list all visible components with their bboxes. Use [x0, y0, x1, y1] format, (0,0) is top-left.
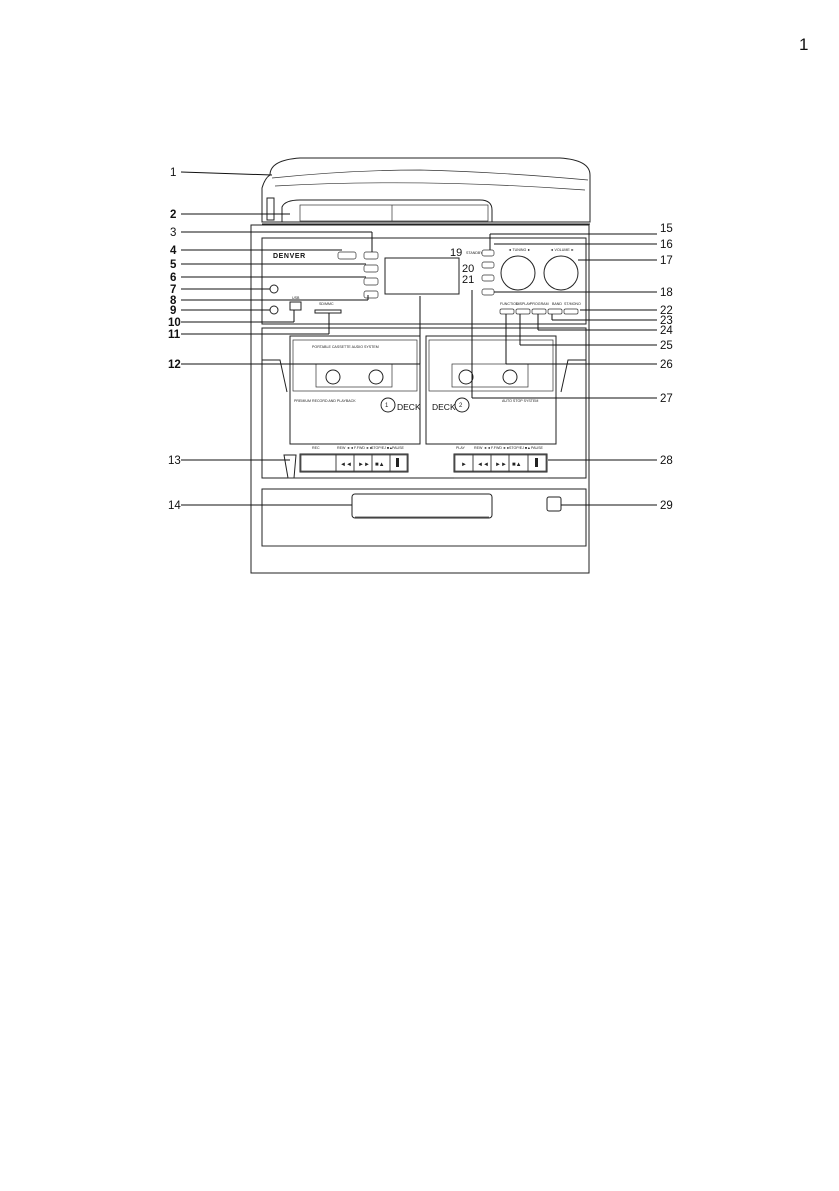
function-buttons: [500, 302, 581, 314]
cd-section: [262, 489, 586, 546]
prev-button[interactable]: [482, 262, 494, 268]
callout-5: 5: [170, 259, 177, 271]
svg-text:PREMIUM RECORD AND PLAYBACK: PREMIUM RECORD AND PLAYBACK: [294, 399, 356, 403]
svg-text:PORTABLE CASSETTE AUDIO SYSTEM: PORTABLE CASSETTE AUDIO SYSTEM: [312, 345, 379, 349]
svg-text:STANDBY: STANDBY: [466, 251, 483, 255]
svg-text:REW ◄◄: REW ◄◄: [337, 446, 354, 450]
phones-jack[interactable]: [270, 285, 278, 293]
svg-text:AUTO STOP SYSTEM: AUTO STOP SYSTEM: [502, 399, 539, 403]
play-pause-button[interactable]: [482, 250, 494, 256]
svg-text:PAUSE: PAUSE: [392, 446, 404, 450]
turntable-lid: [262, 158, 590, 222]
svg-text:ST/MONO: ST/MONO: [564, 302, 581, 306]
lcd-display: [385, 258, 459, 294]
svg-text:2: 2: [459, 403, 463, 409]
callout-29: 29: [660, 500, 673, 512]
tuning-knob[interactable]: [501, 256, 535, 290]
callout-6: 6: [170, 272, 177, 284]
callout-16: 16: [660, 239, 673, 251]
svg-text:20: 20: [462, 263, 475, 275]
repeat-button[interactable]: [364, 278, 378, 285]
program-button[interactable]: [532, 309, 546, 314]
svg-text:DECK: DECK: [397, 402, 421, 412]
callout-1: 1: [170, 167, 177, 179]
svg-text:◄◄: ◄◄: [477, 462, 489, 468]
callout-18: 18: [660, 287, 673, 299]
next-button[interactable]: [482, 275, 494, 281]
svg-text:19: 19: [450, 247, 463, 259]
callout-7: 7: [170, 284, 177, 296]
cd-open-button[interactable]: [547, 497, 561, 511]
mode-button[interactable]: [482, 289, 494, 295]
callout-2: 2: [170, 209, 177, 221]
svg-text:►: ►: [461, 462, 467, 468]
function-button[interactable]: [500, 309, 514, 314]
svg-text:REW ◄◄: REW ◄◄: [474, 446, 491, 450]
svg-text:◄◄: ◄◄: [340, 462, 352, 468]
svg-text:SD/MMC: SD/MMC: [319, 302, 334, 306]
callout-24: 24: [660, 325, 673, 337]
callout-8: 8: [170, 295, 177, 307]
turntable-base: [262, 198, 590, 224]
aux-jack[interactable]: [270, 306, 278, 314]
svg-text:STOP/EJ ■▲: STOP/EJ ■▲: [371, 446, 393, 450]
svg-text:DECK: DECK: [432, 402, 456, 412]
svg-text:F.FWD ►►: F.FWD ►►: [354, 446, 374, 450]
display-button[interactable]: [516, 309, 530, 314]
callout-14: 14: [168, 500, 181, 512]
deck-2: [426, 336, 556, 444]
svg-text:PAUSE: PAUSE: [531, 446, 543, 450]
callout-15: 15: [660, 223, 673, 235]
callouts-right: [660, 223, 673, 512]
callout-26: 26: [660, 359, 673, 371]
svg-text:USB: USB: [292, 296, 300, 300]
callout-25: 25: [660, 340, 673, 352]
svg-text:1: 1: [385, 403, 389, 409]
svg-text:STOP/EJ ■▲: STOP/EJ ■▲: [509, 446, 531, 450]
callout-28: 28: [660, 455, 673, 467]
svg-text:■▲: ■▲: [512, 462, 522, 468]
callout-10: 10: [168, 317, 181, 329]
callout-4: 4: [170, 245, 177, 257]
svg-text:■▲: ■▲: [375, 462, 385, 468]
skip-button[interactable]: [364, 252, 378, 259]
callouts-left: [168, 167, 181, 512]
callout-22: 22: [660, 305, 673, 317]
page-number: 1: [799, 35, 809, 54]
usb-port[interactable]: [290, 302, 301, 310]
sd-slot[interactable]: [315, 310, 341, 313]
deck-2-keys: [454, 446, 548, 478]
deck-1: [290, 336, 421, 444]
svg-text:REC: REC: [312, 446, 320, 450]
svg-text:►►: ►►: [495, 462, 507, 468]
stmono-button[interactable]: [564, 309, 578, 314]
cd-tray[interactable]: [352, 494, 492, 518]
callout-17: 17: [660, 255, 673, 267]
volume-knob[interactable]: [544, 256, 578, 290]
callout-9: 9: [170, 305, 177, 317]
cassette-section: [262, 328, 586, 478]
svg-text:◄ VOLUME ►: ◄ VOLUME ►: [550, 248, 575, 252]
open-close-button[interactable]: [338, 252, 356, 259]
svg-text:21: 21: [462, 274, 475, 286]
callout-12: 12: [168, 359, 181, 371]
callout-11: 11: [168, 329, 181, 341]
svg-text:FUNCTION: FUNCTION: [500, 302, 519, 306]
svg-text:PLAY: PLAY: [456, 446, 465, 450]
record-button[interactable]: [364, 291, 378, 298]
rec-key[interactable]: [301, 455, 336, 471]
callout-13: 13: [168, 455, 181, 467]
callout-27: 27: [660, 393, 673, 405]
brand-logo: DENVER: [273, 253, 306, 260]
callout-23: 23: [660, 315, 673, 327]
svg-text:◄ TUNING ►: ◄ TUNING ►: [508, 248, 531, 252]
svg-text:PROGRAM: PROGRAM: [530, 302, 549, 306]
stop-button[interactable]: [364, 265, 378, 272]
callout-3: 3: [170, 227, 177, 239]
svg-text:BAND: BAND: [552, 302, 562, 306]
band-button[interactable]: [548, 309, 562, 314]
svg-text:F.FWD ►►: F.FWD ►►: [491, 446, 511, 450]
deck-1-keys: [284, 446, 410, 478]
control-panel: [262, 238, 586, 324]
svg-text:►►: ►►: [358, 462, 370, 468]
svg-text:DISPLAY: DISPLAY: [516, 302, 531, 306]
